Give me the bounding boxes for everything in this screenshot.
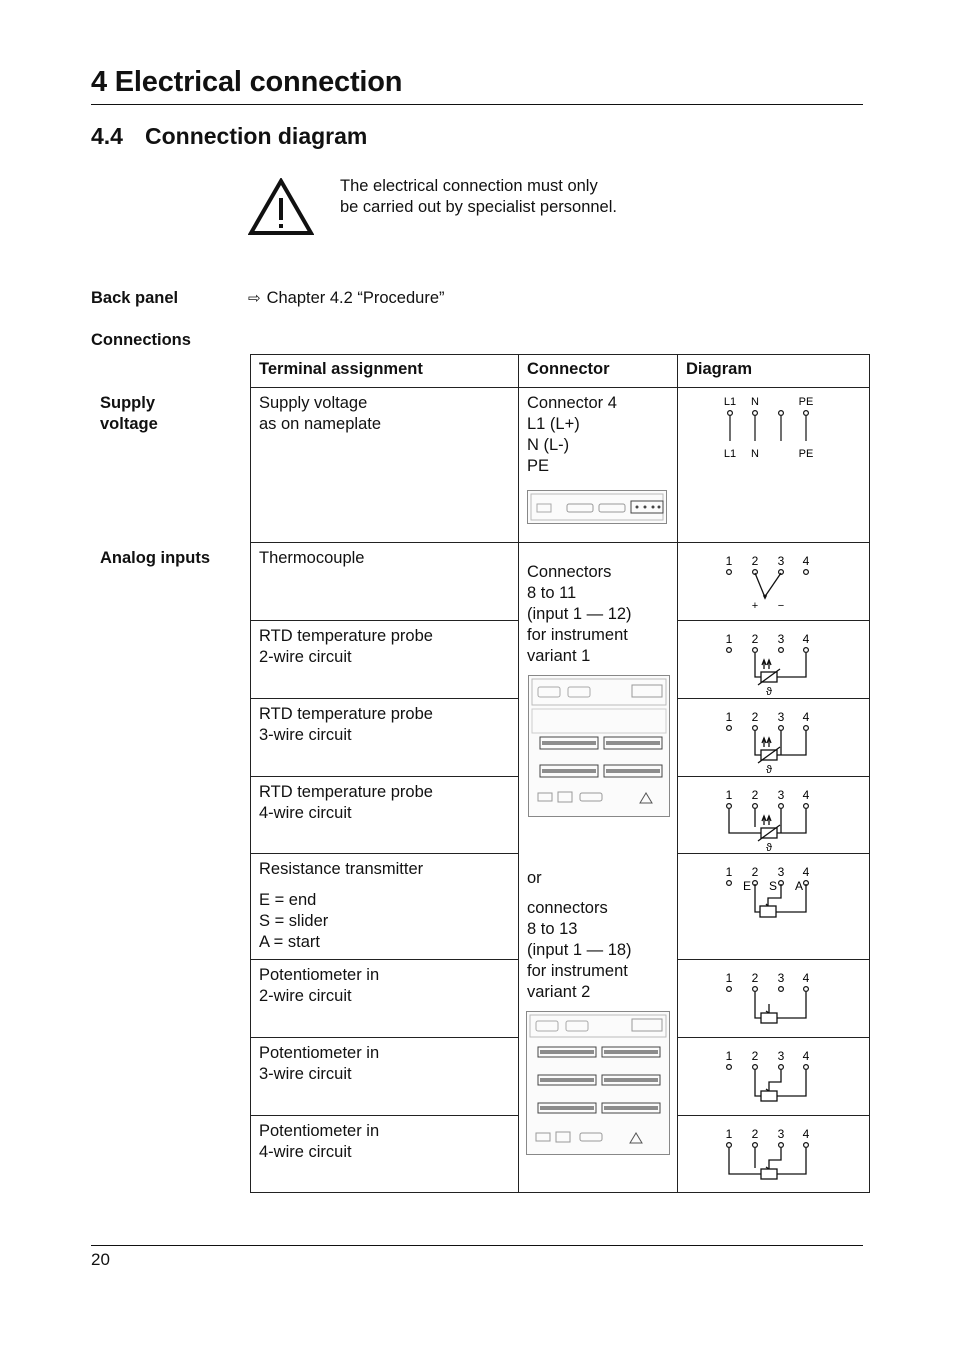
terminal-dot <box>779 804 784 809</box>
terminal-dot <box>727 987 732 992</box>
assignment-line: Potentiometer in <box>259 966 380 984</box>
terminal-dot <box>753 1143 758 1148</box>
terminal-dot <box>804 804 809 809</box>
back-panel-label: Back panel <box>91 289 179 307</box>
supply-label-line-1: Supply <box>100 394 156 412</box>
terminal-number: 2 <box>751 1049 759 1063</box>
terminal-number: 3 <box>777 632 785 646</box>
terminal-number: 4 <box>802 1049 810 1063</box>
page-number: 20 <box>91 1250 110 1269</box>
supply-connector-cell <box>519 388 678 543</box>
assignment-line: Thermocouple <box>259 549 365 567</box>
assignment-cell <box>251 854 519 960</box>
terminal-number: 4 <box>802 554 810 568</box>
letter-a: A <box>794 879 804 893</box>
terminal-dot <box>804 726 809 731</box>
terminal-number: 1 <box>725 865 733 879</box>
assignment-line: 3-wire circuit <box>259 1065 352 1083</box>
assignment-cell <box>251 1038 519 1116</box>
terminal-dot <box>753 804 758 809</box>
terminal-number: 4 <box>802 1127 810 1141</box>
assignment-line: RTD temperature probe <box>259 783 433 801</box>
terminal-dot <box>753 648 758 653</box>
connector-line: 8 to 11 <box>527 584 577 602</box>
connector-line: variant 1 <box>527 647 591 665</box>
potentiometer-symbol <box>761 1169 777 1179</box>
header-terminal-assignment: Terminal assignment <box>251 355 519 388</box>
analog-inputs-label: Analog inputs <box>100 549 210 567</box>
chapter-reference-link[interactable]: Chapter 4.2 “Procedure” <box>266 289 445 307</box>
assignment-line: 2-wire circuit <box>259 987 352 1005</box>
rtd-2-wire-diagram <box>678 621 869 697</box>
temperature-arrows-icon <box>762 738 771 743</box>
terminal-dot <box>804 648 809 653</box>
assignment-cell <box>251 777 519 854</box>
terminal-number: 3 <box>777 971 785 985</box>
assignment-line: RTD temperature probe <box>259 705 433 723</box>
table-header-row <box>251 355 870 388</box>
back-panel-supply-thumbnail <box>527 490 667 524</box>
terminal-dot <box>753 987 758 992</box>
terminal-number: 1 <box>725 788 733 802</box>
assignment-line: Potentiometer in <box>259 1122 380 1140</box>
terminal-dot <box>727 881 732 886</box>
connector-line: 8 to 13 <box>527 920 578 938</box>
assignment-cell <box>251 699 519 777</box>
terminal-pe-bottom: PE <box>798 448 814 460</box>
terminal-number: 4 <box>802 632 810 646</box>
terminal-number: 3 <box>777 788 785 802</box>
terminal-number: 1 <box>725 554 733 568</box>
assignment-line: as on nameplate <box>259 415 382 433</box>
terminal-dot <box>727 804 732 809</box>
legend-line: A = start <box>259 933 320 951</box>
connector-line: connectors <box>527 899 608 917</box>
terminal-number: 2 <box>751 1127 759 1141</box>
assignment-cell <box>251 960 519 1038</box>
terminal-number: 4 <box>802 971 810 985</box>
rtd-3-wire-diagram <box>678 699 869 775</box>
terminal-number: 3 <box>777 710 785 724</box>
terminal-number: 2 <box>751 632 759 646</box>
terminal-number: 3 <box>777 554 785 568</box>
terminal-number: 1 <box>725 632 733 646</box>
chapter-title: 4 Electrical connection <box>91 66 403 98</box>
terminal-dot <box>804 570 809 575</box>
diagram-cell <box>678 621 870 699</box>
terminal-number: 2 <box>751 788 759 802</box>
supply-diagram-cell <box>678 388 870 543</box>
legend-line: E = end <box>259 891 317 909</box>
terminal-number: 3 <box>777 1049 785 1063</box>
terminal-pe-top: PE <box>798 396 814 408</box>
temperature-arrows-icon <box>762 816 771 821</box>
plus-label: + <box>751 600 759 612</box>
connector-line: (input 1 — 18) <box>527 941 632 959</box>
connector-line: L1 (L+) <box>527 415 580 433</box>
analog-connector-cell <box>519 543 678 1193</box>
assignment-line: 2-wire circuit <box>259 648 352 666</box>
terminal-dot <box>727 1143 732 1148</box>
assignment-line: Potentiometer in <box>259 1044 380 1062</box>
terminal-number: 2 <box>751 554 759 568</box>
potentiometer-4-wire-diagram <box>678 1116 869 1192</box>
terminal-dot <box>804 987 809 992</box>
assignment-line: 4-wire circuit <box>259 1143 352 1161</box>
terminal-number: 1 <box>725 1049 733 1063</box>
supply-label-line-2: voltage <box>100 415 158 433</box>
supply-assignment-cell <box>251 388 519 543</box>
assignment-line: Supply voltage <box>259 394 368 412</box>
terminal-dot <box>753 1065 758 1070</box>
terminal-number: 1 <box>725 710 733 724</box>
supply-wiring-diagram <box>678 388 869 468</box>
section-number: 4.4 <box>91 123 123 149</box>
terminal-number: 2 <box>751 710 759 724</box>
table-row <box>251 388 870 543</box>
diagram-cell <box>678 543 870 621</box>
section-heading: Connection diagram <box>145 123 368 149</box>
assignment-line: RTD temperature probe <box>259 627 433 645</box>
diagram-cell <box>678 1116 870 1193</box>
assignment-cell <box>251 543 519 621</box>
terminal-dot <box>727 726 732 731</box>
terminal-dot <box>804 1143 809 1148</box>
diagram-cell <box>678 960 870 1038</box>
header-rule <box>91 104 863 105</box>
terminal-number: 4 <box>802 710 810 724</box>
connection-table <box>250 354 870 1193</box>
supply-voltage-label <box>100 393 158 435</box>
connector-line: Connectors <box>527 563 612 581</box>
diagram-cell <box>678 1038 870 1116</box>
potentiometer-3-wire-diagram <box>678 1038 869 1114</box>
terminal-number: 2 <box>751 865 759 879</box>
connector-line: Connector 4 <box>527 394 617 412</box>
terminal-number: 3 <box>777 865 785 879</box>
assignment-cell <box>251 621 519 699</box>
terminal-dot <box>804 1065 809 1070</box>
rtd-4-wire-diagram <box>678 777 869 853</box>
theta-symbol: ϑ <box>765 764 773 775</box>
terminal-n-top: N <box>751 396 759 408</box>
header-diagram: Diagram <box>678 355 870 388</box>
potentiometer-symbol <box>761 1013 777 1023</box>
assignment-line: Resistance transmitter <box>259 860 424 878</box>
terminal-dot <box>779 726 784 731</box>
thermocouple-diagram <box>678 543 869 619</box>
back-panel-variant2-thumbnail <box>526 1011 670 1155</box>
connector-line: PE <box>527 457 550 475</box>
terminal-dot <box>779 987 784 992</box>
warning-line-2: be carried out by specialist personnel. <box>340 198 617 216</box>
warning-line-1: The electrical connection must only <box>340 177 598 195</box>
terminal-number: 2 <box>751 971 759 985</box>
table-row <box>251 543 870 621</box>
terminal-dot <box>779 648 784 653</box>
letter-s: S <box>768 879 778 893</box>
assignment-cell <box>251 1116 519 1193</box>
terminal-number: 1 <box>725 1127 733 1141</box>
connector-line: for instrument <box>527 626 628 644</box>
potentiometer-2-wire-diagram <box>678 960 869 1036</box>
assignment-line: 4-wire circuit <box>259 804 352 822</box>
footer-rule <box>91 1245 863 1246</box>
diagram-cell <box>678 854 870 960</box>
back-panel-variant1-thumbnail <box>528 675 670 817</box>
terminal-l1-top: L1 <box>723 396 737 408</box>
assignment-line: 3-wire circuit <box>259 726 352 744</box>
terminal-dot <box>779 1065 784 1070</box>
terminal-n-bottom: N <box>751 448 759 460</box>
letter-e: E <box>742 879 752 893</box>
connector-line: (input 1 — 12) <box>527 605 632 623</box>
potentiometer-symbol <box>761 1091 777 1101</box>
warning-text <box>340 176 617 218</box>
terminal-dot <box>779 1143 784 1148</box>
connector-line: for instrument <box>527 962 628 980</box>
terminal-l1-bottom: L1 <box>723 448 737 460</box>
legend-line: S = slider <box>259 912 329 930</box>
theta-symbol: ϑ <box>765 686 773 697</box>
temperature-arrows-icon <box>762 660 771 665</box>
arrow-right-icon: ⇨ <box>248 290 261 307</box>
terminal-dot <box>753 726 758 731</box>
connections-label: Connections <box>91 331 191 349</box>
section-title <box>91 123 367 150</box>
diagram-cell <box>678 699 870 777</box>
terminal-dot <box>727 648 732 653</box>
minus-label: − <box>777 600 785 612</box>
terminal-number: 1 <box>725 971 733 985</box>
resistance-transmitter-diagram <box>678 854 869 958</box>
header-connector: Connector <box>519 355 678 388</box>
connector-line: variant 2 <box>527 983 591 1001</box>
terminal-number: 3 <box>777 1127 785 1141</box>
terminal-number: 4 <box>802 865 810 879</box>
diagram-cell <box>678 777 870 854</box>
terminal-number: 4 <box>802 788 810 802</box>
connector-line: N (L-) <box>527 436 570 454</box>
terminal-dot <box>727 570 732 575</box>
theta-symbol: ϑ <box>765 842 773 853</box>
terminal-dot <box>727 1065 732 1070</box>
connector-or: or <box>527 869 542 887</box>
warning-icon <box>248 178 314 241</box>
back-panel-reference[interactable] <box>248 289 445 308</box>
